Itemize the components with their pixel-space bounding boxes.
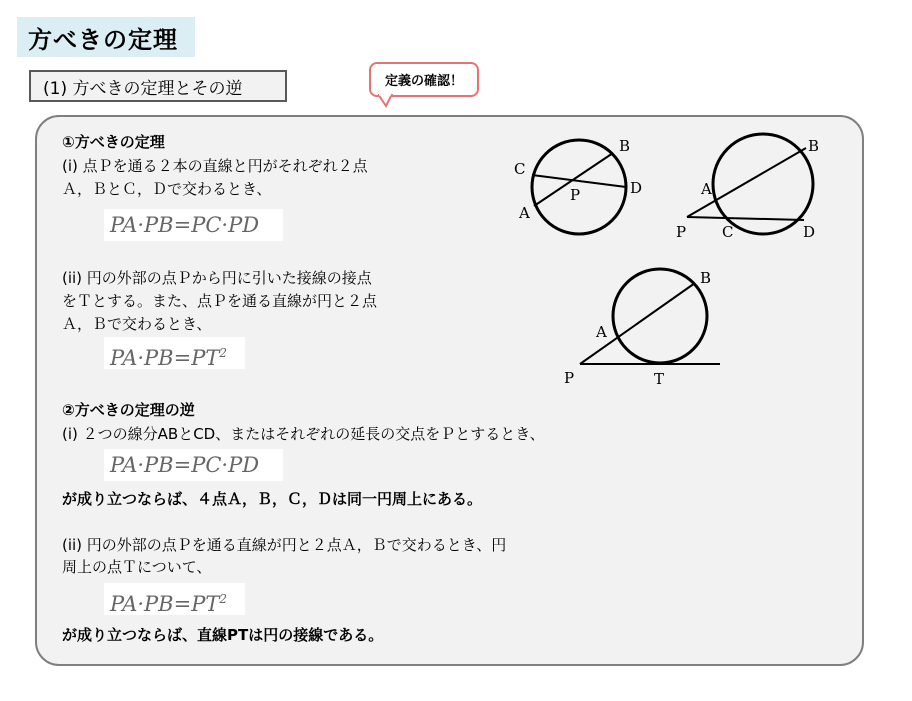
- fig2-label-p: P: [676, 223, 687, 241]
- fig1-label-a: A: [519, 204, 530, 222]
- theorem-case1-line2: Ａ，ＢとＣ，Ｄで交わるとき、: [62, 180, 272, 198]
- figure-external-secants: [670, 133, 830, 248]
- formula-chords-2: PA·PB=PC·PD: [104, 449, 283, 481]
- converse-heading: ②方べきの定理の逆: [62, 401, 195, 419]
- formula-tangent-2-base: PA·PB=PT: [110, 592, 220, 616]
- theorem-case2-line3: Ａ，Ｂで交わるとき、: [62, 315, 212, 333]
- converse-case2-line2: 周上の点Ｔについて、: [62, 558, 212, 576]
- fig2-label-d: D: [803, 223, 816, 241]
- fig1-label-p: P: [570, 186, 581, 204]
- fig3-circle: [613, 269, 707, 363]
- formula-tangent-1: [104, 337, 245, 369]
- fig1-label-d: D: [630, 179, 643, 197]
- callout-tail: [378, 94, 398, 110]
- theorem-case2-line1: (ii) 円の外部の点Ｐから円に引いた接線の接点: [62, 269, 372, 287]
- converse-case2-line1: (ii) 円の外部の点Ｐを通る直線が円と２点Ａ，Ｂで交わるとき、円: [62, 536, 507, 554]
- converse-case1-line1: (i) ２つの線分ABとCD、またはそれぞれの延長の交点をＰとするとき、: [62, 425, 545, 443]
- formula-tangent-1-base: PA·PB=PT: [110, 346, 220, 370]
- fig1-label-c: C: [514, 160, 526, 178]
- fig2-label-b: B: [808, 137, 820, 155]
- theorem-case2-line2: をＴとする。また、点Ｐを通る直線が円と２点: [62, 292, 378, 310]
- fig2-line-pcd: [687, 217, 804, 220]
- fig3-label-b: B: [700, 269, 712, 287]
- converse-case2-conclusion: が成り立つならば、直線PTは円の接線である。: [62, 626, 384, 644]
- figure-intersecting-chords: [505, 133, 655, 243]
- figure-tangent-secant: [560, 265, 735, 390]
- fig1-label-b: B: [619, 137, 631, 155]
- formula-tangent-2-exp: 2: [219, 592, 227, 606]
- formula-tangent-2: [104, 583, 245, 615]
- converse-case1-conclusion: が成り立つならば、４点Ａ，Ｂ，Ｃ，Ｄは同一円周上にある。: [62, 490, 483, 508]
- page-title-box: [17, 17, 195, 57]
- fig3-label-a: A: [596, 323, 607, 341]
- formula-chords-1: PA·PB=PC·PD: [104, 209, 283, 241]
- callout-bubble: [369, 62, 479, 97]
- fig3-label-t: T: [654, 370, 665, 388]
- fig2-label-a: A: [701, 180, 712, 198]
- section-title: (1) 方べきの定理とその逆: [43, 78, 243, 99]
- section-header: [29, 70, 287, 102]
- theorem-heading: ①方べきの定理: [62, 133, 165, 151]
- callout-text: 定義の確認！: [384, 74, 463, 89]
- theorem-case1-line1: (i) 点Ｐを通る２本の直線と円がそれぞれ２点: [62, 157, 368, 175]
- page-title: 方べきの定理: [28, 25, 178, 54]
- fig2-label-c: C: [722, 223, 734, 241]
- fig3-label-p: P: [564, 369, 575, 387]
- formula-tangent-1-exp: 2: [219, 346, 227, 360]
